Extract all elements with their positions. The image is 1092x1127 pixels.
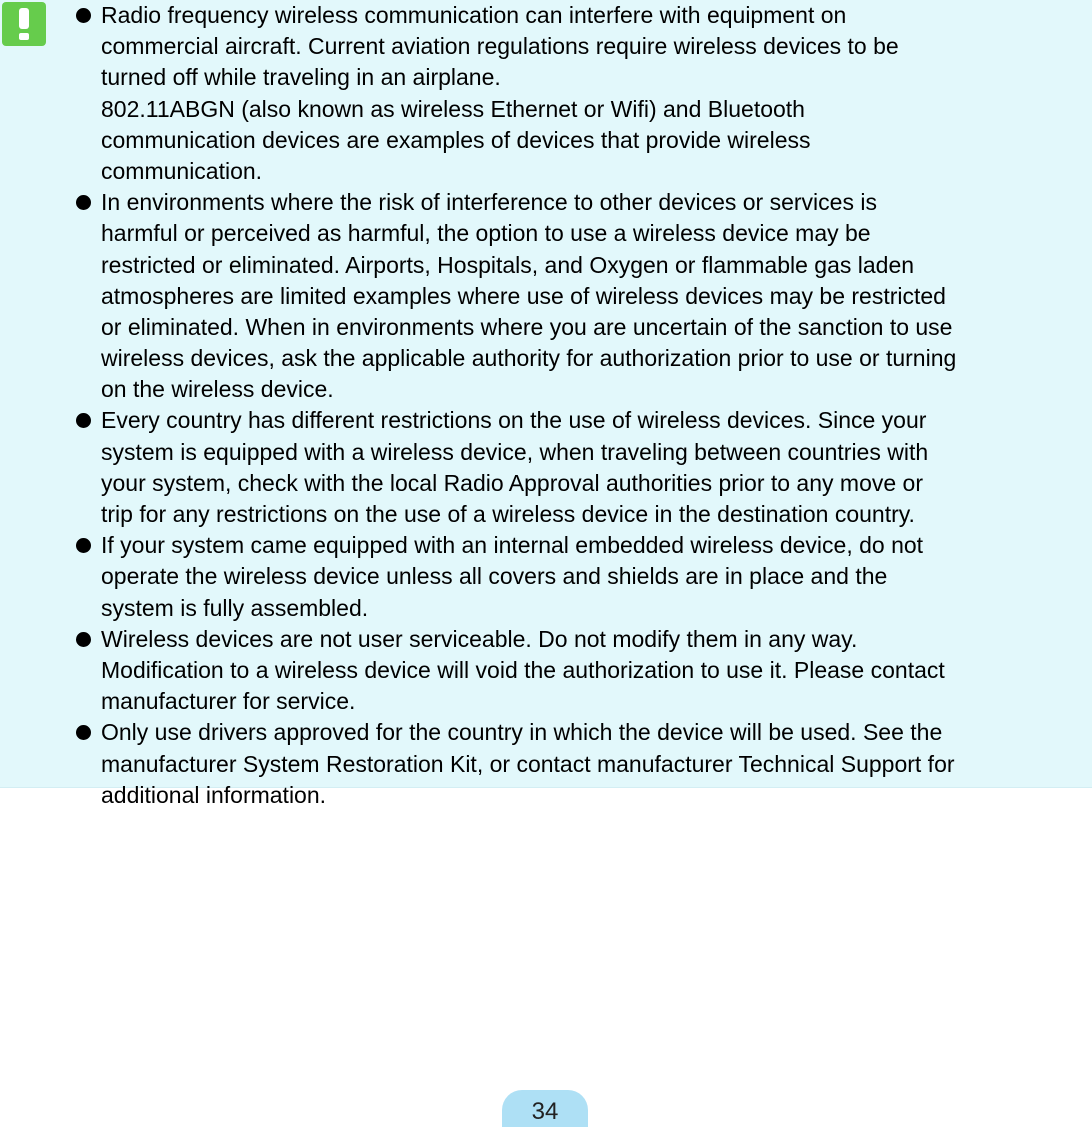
notice-line: Wireless devices are not user serviceable. Do not modify them in any way. [101,625,858,652]
page-number: 34 [531,1098,559,1125]
caution-list [76,0,1092,811]
exclamation-glyph [17,8,31,40]
exclamation-icon [2,2,46,46]
notice-line: In environments where the risk of interference to other devices or services is [101,189,877,216]
page-number-tab [502,1090,588,1127]
notice-line: If your system came equipped with an internal embedded wireless device, do not [101,532,924,559]
notice-line: your system, check with the local Radio Approval authorities prior to any move or [101,469,923,496]
notice-line: commercial aircraft. Current aviation regulations require wireless devices to be [101,33,899,60]
notice-line: Every country has different restrictions on the use of wireless devices. Since your [101,407,927,434]
notice-line: turned off while traveling in an airplane. [101,64,501,91]
notice-line: wireless devices, ask the applicable authority for authorization prior to use or turning [101,345,957,372]
notice-line: Only use drivers approved for the country in which the device will be used. See the [101,719,943,746]
notice-line: on the wireless device. [101,376,334,403]
notice-line: system is fully assembled. [101,594,369,621]
notice-line: system is equipped with a wireless device, when traveling between countries with [101,438,929,465]
bullet-icon [76,8,91,23]
notice-line: manufacturer System Restoration Kit, or contact manufacturer Technical Support for [101,750,955,777]
list-item [76,0,1092,187]
list-item [76,717,1092,811]
notice-line: Modification to a wireless device will void the authorization to use it. Please contact [101,656,945,683]
bullet-icon [76,632,91,647]
notice-line: or eliminated. When in environments where you are uncertain of the sanction to use [101,313,953,340]
list-item [76,530,1092,624]
list-item [76,624,1092,718]
notice-line: communication. [101,157,263,184]
notice-line: restricted or eliminated. Airports, Hospitals, and Oxygen or flammable gas laden [101,251,915,278]
notice-line: harmful or perceived as harmful, the option to use a wireless device may be [101,220,871,247]
notice-line: communication devices are examples of devices that provide wireless [101,126,811,153]
list-item [76,187,1092,405]
notice-line: Radio frequency wireless communication can interfere with equipment on [101,2,847,28]
notice-line: additional information. [101,781,327,808]
notice-line: trip for any restrictions on the use of a wireless device in the destination country. [101,501,915,527]
list-item [76,405,1092,530]
notice-line: manufacturer for service. [101,688,356,715]
notice-line: operate the wireless device unless all covers and shields are in place and the [101,563,888,590]
notice-line: 802.11ABGN (also known as wireless Ethernet or Wifi) and Bluetooth [101,95,805,122]
notice-line: atmospheres are limited examples where use of wireless devices may be restricted [101,282,946,309]
